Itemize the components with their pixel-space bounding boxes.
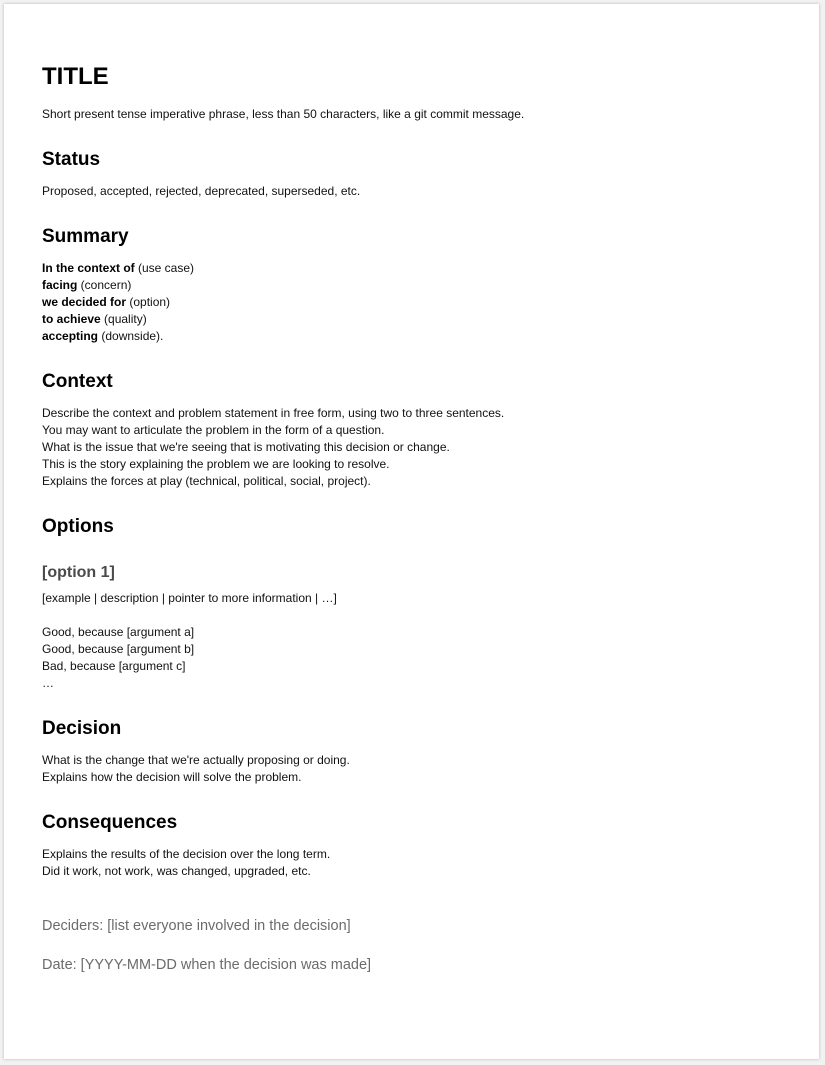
summary-key: In the context of: [42, 261, 135, 275]
summary-line: [42, 294, 782, 311]
decision-line: Explains how the decision will solve the problem.: [42, 770, 302, 784]
deciders-line: Deciders: [list everyone involved in the decision]: [42, 918, 351, 934]
context-line: What is the issue that we're seeing that is motivating this decision or change.: [42, 440, 450, 454]
context-line: This is the story explaining the problem we are looking to resolve.: [42, 457, 390, 471]
summary-line: [42, 311, 782, 328]
context-heading: Context: [42, 371, 113, 392]
document-title: TITLE: [42, 63, 109, 90]
context-line: Describe the context and problem statement in free form, using two to three sentences.: [42, 406, 505, 420]
option-title: [option 1]: [42, 564, 115, 581]
options-heading: Options: [42, 516, 114, 537]
summary-lines: [42, 260, 782, 345]
option-arguments: [42, 624, 782, 692]
consequences-line: Explains the results of the decision over the long term.: [42, 847, 331, 861]
option-argument: Bad, because [argument c]: [42, 659, 186, 673]
summary-value: (option): [126, 295, 171, 309]
summary-key: accepting: [42, 329, 99, 343]
summary-key: to achieve: [42, 312, 101, 326]
date-line: Date: [YYYY-MM-DD when the decision was made]: [42, 957, 372, 973]
summary-line: [42, 260, 782, 277]
summary-line: [42, 277, 782, 294]
decision-line: What is the change that we're actually proposing or doing.: [42, 753, 350, 767]
summary-line: [42, 328, 782, 345]
consequences-line: Did it work, not work, was changed, upgraded, etc.: [42, 864, 311, 878]
document-content: [42, 62, 782, 974]
consequences-lines: [42, 846, 782, 880]
option-description: [example | description | pointer to more information | …]: [42, 591, 337, 605]
status-text: Proposed, accepted, rejected, deprecated, superseded, etc.: [42, 184, 361, 198]
context-lines: [42, 405, 782, 490]
decision-heading: Decision: [42, 718, 122, 739]
context-line: Explains the forces at play (technical, political, social, project).: [42, 474, 371, 488]
document-page: [4, 4, 819, 1059]
summary-value: (use case): [134, 261, 195, 275]
summary-key: facing: [42, 278, 78, 292]
status-heading: Status: [42, 149, 101, 170]
decision-lines: [42, 752, 782, 786]
option-argument: Good, because [argument b]: [42, 642, 195, 656]
context-line: You may want to articulate the problem in the form of a question.: [42, 423, 385, 437]
summary-value: (quality): [100, 312, 147, 326]
document-subtitle: Short present tense imperative phrase, less than 50 characters, like a git commit message.: [42, 107, 525, 121]
summary-key: we decided for: [42, 295, 127, 309]
option-argument: Good, because [argument a]: [42, 625, 195, 639]
summary-heading: Summary: [42, 226, 129, 247]
consequences-heading: Consequences: [42, 812, 178, 833]
option-argument: …: [42, 676, 54, 690]
summary-value: (concern): [77, 278, 132, 292]
summary-value: (downside).: [98, 329, 164, 343]
